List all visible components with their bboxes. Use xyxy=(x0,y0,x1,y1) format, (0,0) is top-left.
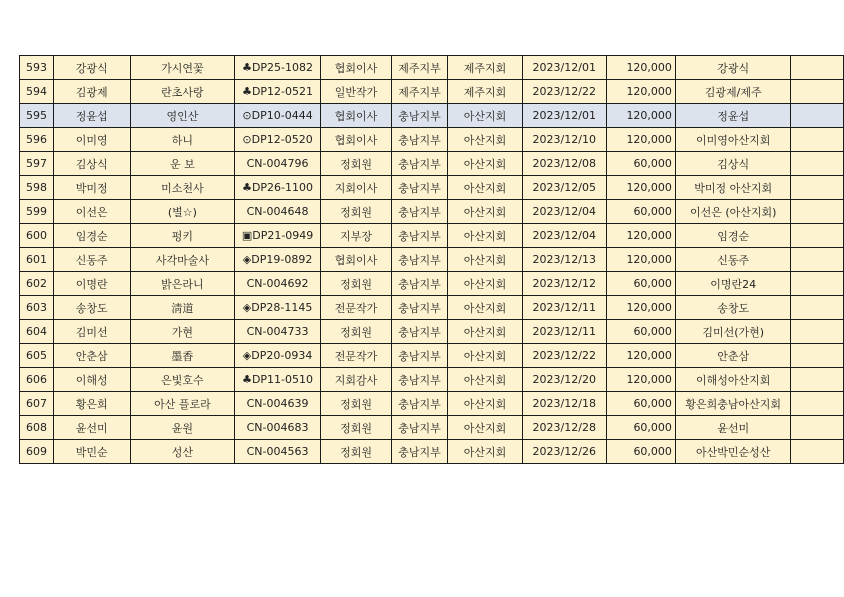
region-cell[interactable]: 충남지부 xyxy=(392,416,448,440)
member-name-cell[interactable]: 윤선미 xyxy=(53,416,130,440)
member-code-cell[interactable]: ♣DP12-0521 xyxy=(235,80,321,104)
amount-cell[interactable]: 60,000 xyxy=(606,392,675,416)
row-number-cell[interactable]: 601 xyxy=(20,248,54,272)
payment-date-cell[interactable]: 2023/12/01 xyxy=(523,56,607,80)
depositor-memo-cell[interactable]: 임경순 xyxy=(675,224,791,248)
extra-cell-cell[interactable] xyxy=(791,440,844,464)
table-row[interactable] xyxy=(20,224,844,248)
pen-name-cell[interactable]: (별☆) xyxy=(130,200,235,224)
member-name-cell[interactable]: 이미영 xyxy=(53,128,130,152)
branch-cell[interactable]: 아산지회 xyxy=(447,320,522,344)
payment-date-cell[interactable]: 2023/12/01 xyxy=(523,104,607,128)
member-grade-cell[interactable]: 협회이사 xyxy=(320,248,391,272)
member-grade-cell[interactable]: 정회원 xyxy=(320,272,391,296)
member-name-cell[interactable]: 김미선 xyxy=(53,320,130,344)
table-row[interactable] xyxy=(20,56,844,80)
branch-cell[interactable]: 아산지회 xyxy=(447,128,522,152)
row-number-cell[interactable]: 599 xyxy=(20,200,54,224)
region-cell[interactable]: 충남지부 xyxy=(392,272,448,296)
extra-cell-cell[interactable] xyxy=(791,248,844,272)
region-cell[interactable]: 충남지부 xyxy=(392,224,448,248)
member-grade-cell[interactable]: 정회원 xyxy=(320,392,391,416)
branch-cell[interactable]: 아산지회 xyxy=(447,392,522,416)
depositor-memo-cell[interactable]: 김광제/제주 xyxy=(675,80,791,104)
payment-date-cell[interactable]: 2023/12/04 xyxy=(523,224,607,248)
amount-cell[interactable]: 60,000 xyxy=(606,272,675,296)
region-cell[interactable]: 충남지부 xyxy=(392,248,448,272)
branch-cell[interactable]: 아산지회 xyxy=(447,176,522,200)
row-number-cell[interactable]: 594 xyxy=(20,80,54,104)
amount-cell[interactable]: 120,000 xyxy=(606,368,675,392)
depositor-memo-cell[interactable]: 박미정 아산지회 xyxy=(675,176,791,200)
region-cell[interactable]: 충남지부 xyxy=(392,296,448,320)
membership-sheet xyxy=(19,55,844,464)
pen-name-cell[interactable]: 운 보 xyxy=(130,152,235,176)
row-number-cell[interactable]: 607 xyxy=(20,392,54,416)
depositor-memo-cell[interactable]: 이미영아산지회 xyxy=(675,128,791,152)
member-name-cell[interactable]: 신동주 xyxy=(53,248,130,272)
table-row[interactable] xyxy=(20,272,844,296)
depositor-memo-cell[interactable]: 아산박민순성산 xyxy=(675,440,791,464)
payment-date-cell[interactable]: 2023/12/22 xyxy=(523,80,607,104)
depositor-memo-cell[interactable]: 이선은 (아산지회) xyxy=(675,200,791,224)
extra-cell-cell[interactable] xyxy=(791,152,844,176)
row-number-cell[interactable]: 608 xyxy=(20,416,54,440)
member-code-cell[interactable]: CN-004639 xyxy=(235,392,321,416)
payment-date-cell[interactable]: 2023/12/18 xyxy=(523,392,607,416)
depositor-memo-cell[interactable]: 이명란24 xyxy=(675,272,791,296)
member-grade-cell[interactable]: 전문작가 xyxy=(320,344,391,368)
branch-cell[interactable]: 아산지회 xyxy=(447,200,522,224)
row-number-cell[interactable]: 596 xyxy=(20,128,54,152)
amount-cell[interactable]: 120,000 xyxy=(606,80,675,104)
depositor-memo-cell[interactable]: 안춘삼 xyxy=(675,344,791,368)
depositor-memo-cell[interactable]: 김미선(가현) xyxy=(675,320,791,344)
table-row[interactable] xyxy=(20,152,844,176)
member-code-cell[interactable]: ◈DP20-0934 xyxy=(235,344,321,368)
member-name-cell[interactable]: 김광제 xyxy=(53,80,130,104)
pen-name-cell[interactable]: 영인산 xyxy=(130,104,235,128)
member-grade-cell[interactable]: 협회이사 xyxy=(320,104,391,128)
row-number-cell[interactable]: 600 xyxy=(20,224,54,248)
region-cell[interactable]: 충남지부 xyxy=(392,440,448,464)
amount-cell[interactable]: 60,000 xyxy=(606,320,675,344)
extra-cell-cell[interactable] xyxy=(791,416,844,440)
member-name-cell[interactable]: 이선은 xyxy=(53,200,130,224)
payment-date-cell[interactable]: 2023/12/22 xyxy=(523,344,607,368)
payment-date-cell[interactable]: 2023/12/11 xyxy=(523,296,607,320)
member-table xyxy=(19,55,844,464)
region-cell[interactable]: 충남지부 xyxy=(392,392,448,416)
branch-cell[interactable]: 아산지회 xyxy=(447,272,522,296)
extra-cell-cell[interactable] xyxy=(791,392,844,416)
member-code-cell[interactable]: ▣DP21-0949 xyxy=(235,224,321,248)
member-grade-cell[interactable]: 지부장 xyxy=(320,224,391,248)
branch-cell[interactable]: 아산지회 xyxy=(447,296,522,320)
row-number-cell[interactable]: 595 xyxy=(20,104,54,128)
branch-cell[interactable]: 아산지회 xyxy=(447,368,522,392)
member-grade-cell[interactable]: 협회이사 xyxy=(320,128,391,152)
table-row[interactable] xyxy=(20,440,844,464)
depositor-memo-cell[interactable]: 송창도 xyxy=(675,296,791,320)
pen-name-cell[interactable]: 윤원 xyxy=(130,416,235,440)
pen-name-cell[interactable]: 은빛호수 xyxy=(130,368,235,392)
payment-date-cell[interactable]: 2023/12/04 xyxy=(523,200,607,224)
payment-date-cell[interactable]: 2023/12/20 xyxy=(523,368,607,392)
member-grade-cell[interactable]: 협회이사 xyxy=(320,56,391,80)
row-number-cell[interactable]: 603 xyxy=(20,296,54,320)
amount-cell[interactable]: 60,000 xyxy=(606,152,675,176)
region-cell[interactable]: 충남지부 xyxy=(392,344,448,368)
member-grade-cell[interactable]: 정회원 xyxy=(320,416,391,440)
member-grade-cell[interactable]: 일반작가 xyxy=(320,80,391,104)
amount-cell[interactable]: 120,000 xyxy=(606,344,675,368)
amount-cell[interactable]: 120,000 xyxy=(606,248,675,272)
member-grade-cell[interactable]: 정회원 xyxy=(320,200,391,224)
table-row[interactable] xyxy=(20,320,844,344)
member-code-cell[interactable]: CN-004683 xyxy=(235,416,321,440)
member-name-cell[interactable]: 정윤섭 xyxy=(53,104,130,128)
branch-cell[interactable]: 아산지회 xyxy=(447,224,522,248)
payment-date-cell[interactable]: 2023/12/08 xyxy=(523,152,607,176)
table-row[interactable] xyxy=(20,200,844,224)
member-grade-cell[interactable]: 전문작가 xyxy=(320,296,391,320)
member-code-cell[interactable]: CN-004563 xyxy=(235,440,321,464)
extra-cell-cell[interactable] xyxy=(791,104,844,128)
table-row[interactable] xyxy=(20,176,844,200)
table-body xyxy=(20,56,844,464)
branch-cell[interactable]: 아산지회 xyxy=(447,152,522,176)
payment-date-cell[interactable]: 2023/12/26 xyxy=(523,440,607,464)
member-name-cell[interactable]: 임경순 xyxy=(53,224,130,248)
pen-name-cell[interactable]: 란초사랑 xyxy=(130,80,235,104)
payment-date-cell[interactable]: 2023/12/12 xyxy=(523,272,607,296)
pen-name-cell[interactable]: 아산 플로라 xyxy=(130,392,235,416)
member-code-cell[interactable]: CN-004733 xyxy=(235,320,321,344)
extra-cell-cell[interactable] xyxy=(791,272,844,296)
depositor-memo-cell[interactable]: 김상식 xyxy=(675,152,791,176)
depositor-memo-cell[interactable]: 이해성아산지회 xyxy=(675,368,791,392)
region-cell[interactable]: 충남지부 xyxy=(392,104,448,128)
extra-cell-cell[interactable] xyxy=(791,224,844,248)
member-grade-cell[interactable]: 지회이사 xyxy=(320,176,391,200)
table-row[interactable] xyxy=(20,416,844,440)
depositor-memo-cell[interactable]: 신동주 xyxy=(675,248,791,272)
member-name-cell[interactable]: 박미정 xyxy=(53,176,130,200)
table-row[interactable] xyxy=(20,104,844,128)
pen-name-cell[interactable]: 성산 xyxy=(130,440,235,464)
branch-cell[interactable]: 아산지회 xyxy=(447,416,522,440)
region-cell[interactable]: 충남지부 xyxy=(392,368,448,392)
member-code-cell[interactable]: ⊙DP12-0520 xyxy=(235,128,321,152)
branch-cell[interactable]: 아산지회 xyxy=(447,344,522,368)
region-cell[interactable]: 충남지부 xyxy=(392,152,448,176)
table-row[interactable] xyxy=(20,344,844,368)
member-code-cell[interactable]: ◈DP19-0892 xyxy=(235,248,321,272)
table-row[interactable] xyxy=(20,248,844,272)
member-grade-cell[interactable]: 정회원 xyxy=(320,152,391,176)
pen-name-cell[interactable]: 墨香 xyxy=(130,344,235,368)
table-row[interactable] xyxy=(20,296,844,320)
branch-cell[interactable]: 아산지회 xyxy=(447,248,522,272)
payment-date-cell[interactable]: 2023/12/11 xyxy=(523,320,607,344)
member-name-cell[interactable]: 강광식 xyxy=(53,56,130,80)
member-code-cell[interactable]: ♣DP26-1100 xyxy=(235,176,321,200)
member-name-cell[interactable]: 안춘삼 xyxy=(53,344,130,368)
member-name-cell[interactable]: 이해성 xyxy=(53,368,130,392)
extra-cell-cell[interactable] xyxy=(791,320,844,344)
extra-cell-cell[interactable] xyxy=(791,296,844,320)
row-number-cell[interactable]: 593 xyxy=(20,56,54,80)
member-code-cell[interactable]: CN-004692 xyxy=(235,272,321,296)
region-cell[interactable]: 충남지부 xyxy=(392,320,448,344)
member-name-cell[interactable]: 박민순 xyxy=(53,440,130,464)
member-name-cell[interactable]: 이명란 xyxy=(53,272,130,296)
extra-cell-cell[interactable] xyxy=(791,80,844,104)
table-row[interactable] xyxy=(20,368,844,392)
pen-name-cell[interactable]: 가현 xyxy=(130,320,235,344)
amount-cell[interactable]: 120,000 xyxy=(606,296,675,320)
extra-cell-cell[interactable] xyxy=(791,368,844,392)
region-cell[interactable]: 충남지부 xyxy=(392,128,448,152)
member-code-cell[interactable]: CN-004796 xyxy=(235,152,321,176)
payment-date-cell[interactable]: 2023/12/13 xyxy=(523,248,607,272)
row-number-cell[interactable]: 597 xyxy=(20,152,54,176)
member-code-cell[interactable]: ◈DP28-1145 xyxy=(235,296,321,320)
row-number-cell[interactable]: 604 xyxy=(20,320,54,344)
region-cell[interactable]: 제주지부 xyxy=(392,56,448,80)
amount-cell[interactable]: 120,000 xyxy=(606,224,675,248)
member-grade-cell[interactable]: 정회원 xyxy=(320,440,391,464)
branch-cell[interactable]: 제주지회 xyxy=(447,56,522,80)
member-code-cell[interactable]: ♣DP25-1082 xyxy=(235,56,321,80)
payment-date-cell[interactable]: 2023/12/05 xyxy=(523,176,607,200)
row-number-cell[interactable]: 606 xyxy=(20,368,54,392)
row-number-cell[interactable]: 602 xyxy=(20,272,54,296)
extra-cell-cell[interactable] xyxy=(791,128,844,152)
member-grade-cell[interactable]: 지회감사 xyxy=(320,368,391,392)
pen-name-cell[interactable]: 淸道 xyxy=(130,296,235,320)
branch-cell[interactable]: 제주지회 xyxy=(447,80,522,104)
depositor-memo-cell[interactable]: 황은희충남아산지회 xyxy=(675,392,791,416)
payment-date-cell[interactable]: 2023/12/10 xyxy=(523,128,607,152)
row-number-cell[interactable]: 609 xyxy=(20,440,54,464)
extra-cell-cell[interactable] xyxy=(791,344,844,368)
region-cell[interactable]: 충남지부 xyxy=(392,200,448,224)
table-row[interactable] xyxy=(20,80,844,104)
region-cell[interactable]: 제주지부 xyxy=(392,80,448,104)
member-grade-cell[interactable]: 정회원 xyxy=(320,320,391,344)
pen-name-cell[interactable]: 사각마술사 xyxy=(130,248,235,272)
amount-cell[interactable]: 120,000 xyxy=(606,128,675,152)
amount-cell[interactable]: 60,000 xyxy=(606,200,675,224)
member-code-cell[interactable]: ⊙DP10-0444 xyxy=(235,104,321,128)
row-number-cell[interactable]: 598 xyxy=(20,176,54,200)
member-name-cell[interactable]: 김상식 xyxy=(53,152,130,176)
table-row[interactable] xyxy=(20,392,844,416)
depositor-memo-cell[interactable]: 강광식 xyxy=(675,56,791,80)
branch-cell[interactable]: 아산지회 xyxy=(447,440,522,464)
depositor-memo-cell[interactable]: 윤선미 xyxy=(675,416,791,440)
pen-name-cell[interactable]: 하니 xyxy=(130,128,235,152)
amount-cell[interactable]: 120,000 xyxy=(606,176,675,200)
amount-cell[interactable]: 120,000 xyxy=(606,56,675,80)
member-code-cell[interactable]: CN-004648 xyxy=(235,200,321,224)
member-name-cell[interactable]: 황은희 xyxy=(53,392,130,416)
amount-cell[interactable]: 60,000 xyxy=(606,440,675,464)
pen-name-cell[interactable]: 가시연꽃 xyxy=(130,56,235,80)
member-code-cell[interactable]: ♣DP11-0510 xyxy=(235,368,321,392)
region-cell[interactable]: 충남지부 xyxy=(392,176,448,200)
amount-cell[interactable]: 120,000 xyxy=(606,104,675,128)
payment-date-cell[interactable]: 2023/12/28 xyxy=(523,416,607,440)
extra-cell-cell[interactable] xyxy=(791,56,844,80)
extra-cell-cell[interactable] xyxy=(791,176,844,200)
pen-name-cell[interactable]: 미소천사 xyxy=(130,176,235,200)
pen-name-cell[interactable]: 펑키 xyxy=(130,224,235,248)
pen-name-cell[interactable]: 밝은라니 xyxy=(130,272,235,296)
row-number-cell[interactable]: 605 xyxy=(20,344,54,368)
extra-cell-cell[interactable] xyxy=(791,200,844,224)
member-name-cell[interactable]: 송창도 xyxy=(53,296,130,320)
table-row[interactable] xyxy=(20,128,844,152)
branch-cell[interactable]: 아산지회 xyxy=(447,104,522,128)
depositor-memo-cell[interactable]: 정윤섭 xyxy=(675,104,791,128)
amount-cell[interactable]: 60,000 xyxy=(606,416,675,440)
